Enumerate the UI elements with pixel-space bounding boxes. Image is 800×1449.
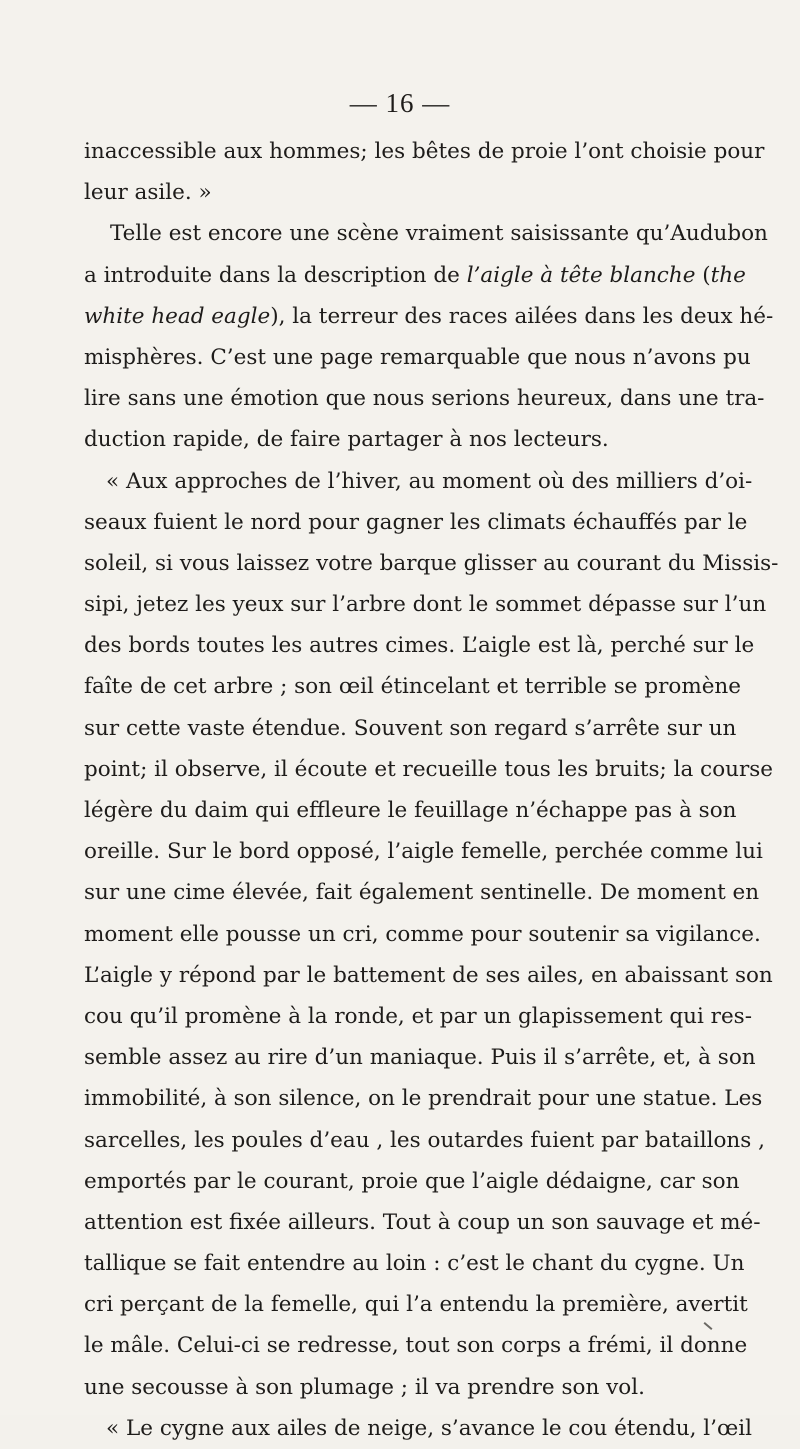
italic-title: l’aigle à tête blanche <box>466 262 696 288</box>
text-line: « Le cygne aux ailes de neige, s’avance le cou étendu, l’œil <box>106 1415 753 1441</box>
text-line: soleil, si vous laissez votre barque glisser au courant du Missis- <box>84 550 779 576</box>
text-line: Telle est encore une scène vraiment saisissante qu’Audubon <box>110 221 768 247</box>
text-line: misphères. C’est une page remarquable que nous n’avons pu <box>84 344 751 370</box>
text-line: attention est fixée ailleurs. Tout à coup un son sauvage et mé- <box>84 1209 761 1235</box>
italic-english: the <box>710 262 746 288</box>
text-line: immobilité, à son silence, on le prendrait pour une statue. Les <box>84 1086 763 1112</box>
text-line: « Aux approches de l’hiver, au moment où des milliers d’oi- <box>106 468 753 494</box>
text-line: inaccessible aux hommes; les bêtes de proie l’ont choisie pour <box>84 139 765 164</box>
text-line: sur cette vaste étendue. Souvent son regard s’arrête sur un <box>84 715 737 741</box>
text-line: seaux fuient le nord pour gagner les climats échauffés par le <box>84 509 748 535</box>
text-line: oreille. Sur le bord opposé, l’aigle femelle, perchée comme lui <box>84 839 763 865</box>
body-text <box>84 131 779 1449</box>
text-line: leur asile. » <box>84 180 212 206</box>
text-line: cri perçant de la femelle, qui l’a entendu la première, avertit <box>84 1292 748 1318</box>
italic-english: white head eagle <box>84 303 271 329</box>
text-line: lire sans une émotion que nous serions heureux, dans une tra- <box>84 386 765 412</box>
text-line: point; il observe, il écoute et recueille tous les bruits; la course <box>84 756 774 782</box>
text-line: des bords toutes les autres cimes. L’aigle est là, perché sur le <box>84 633 755 659</box>
text-line <box>84 255 746 296</box>
text-line: tallique se fait entendre au loin : c’est le chant du cygne. Un <box>84 1251 745 1277</box>
text-line: cou qu’il promène à la ronde, et par un glapissement qui res- <box>84 1003 752 1029</box>
text-line: faîte de cet arbre ; son œil étincelant et terrible se promène <box>84 674 741 700</box>
text-line: sipi, jetez les yeux sur l’arbre dont le sommet dépasse sur l’un <box>84 592 767 618</box>
text-span: ( <box>695 262 711 288</box>
text-span: a introduite dans la description de <box>84 262 467 288</box>
text-line: semble assez au rire d’un maniaque. Puis il s’arrête, et, à son <box>84 1045 756 1071</box>
page-number: — 16 — <box>349 88 451 118</box>
text-line: sarcelles, les poules d’eau , les outardes fuient par bataillons , <box>84 1127 765 1153</box>
text-line: une secousse à son plumage ; il va prendre son vol. <box>84 1374 645 1400</box>
text-line <box>84 296 774 337</box>
text-line: moment elle pousse un cri, comme pour soutenir sa vigilance. <box>84 921 761 947</box>
text-line: L’aigle y répond par le battement de ses ailes, en abaissant son <box>84 962 773 988</box>
text-line: légère du daim qui effleure le feuillage n’échappe pas à son <box>84 798 737 823</box>
text-line: emportés par le courant, proie que l’aigle dédaigne, car son <box>84 1168 740 1194</box>
text-line: le mâle. Celui-ci se redresse, tout son corps a frémi, il donne <box>84 1333 748 1359</box>
text-line: duction rapide, de faire partager à nos lecteurs. <box>84 427 609 453</box>
text-span: ), la terreur des races ailées dans les deux hé- <box>270 303 774 329</box>
text-line: sur une cime élevée, fait également sentinelle. De moment en <box>84 880 760 906</box>
